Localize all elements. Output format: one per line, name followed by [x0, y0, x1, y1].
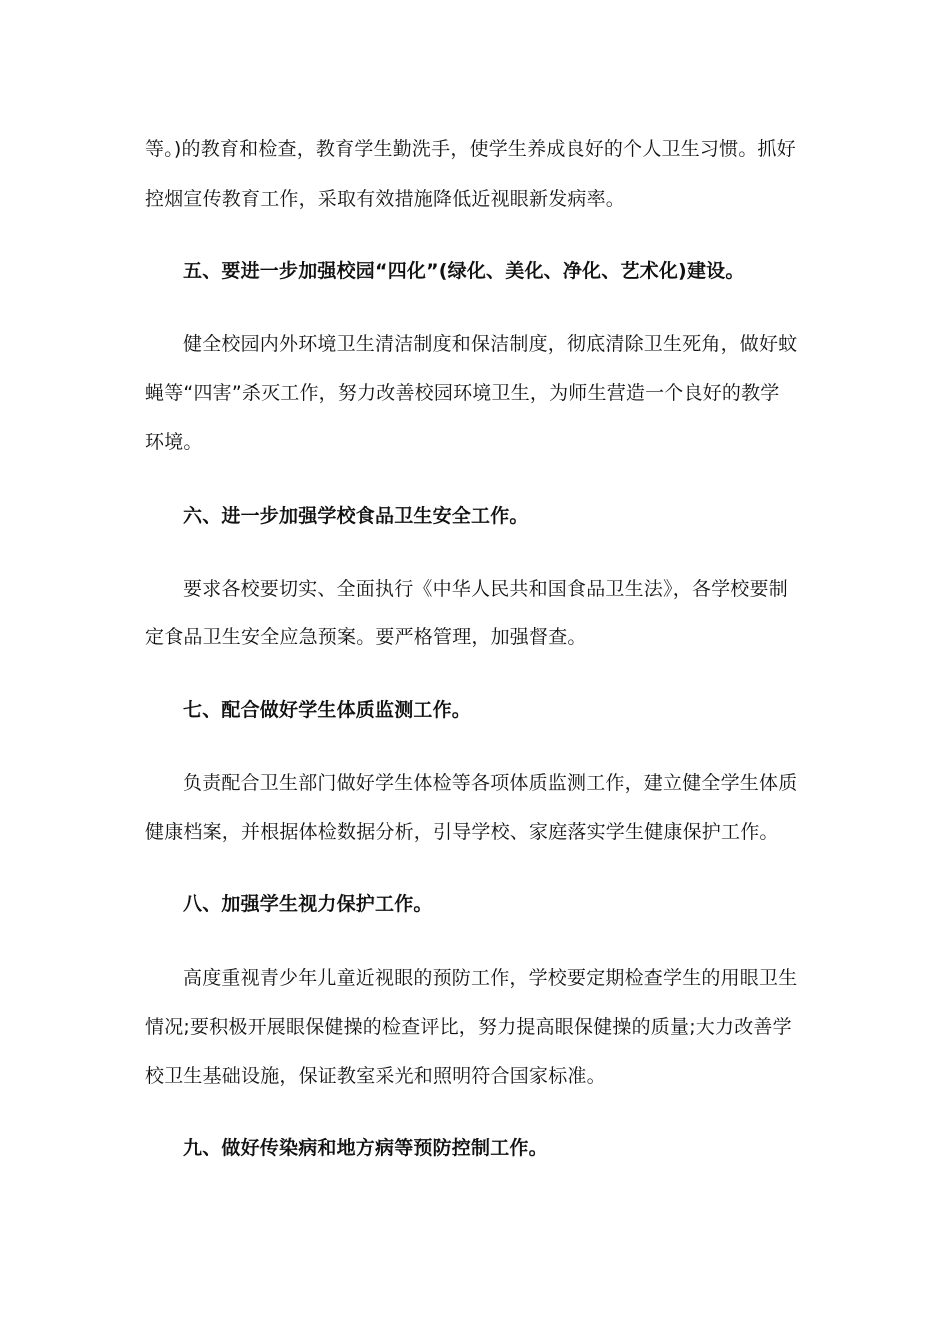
paragraph-line: 定食品卫生安全应急预案。要严格管理，加强督查。 — [145, 626, 587, 648]
paragraph-line: 要求各校要切实、全面执行《中华人民共和国食品卫生法》，各学校要制 — [183, 578, 788, 600]
section-heading-5: 五、要进一步加强校园“四化”(绿化、美化、净化、艺术化)建设。 — [183, 260, 745, 282]
paragraph-line: 控烟宣传教育工作，采取有效措施降低近视眼新发病率。 — [145, 188, 626, 210]
paragraph-line: 蝇等“四害”杀灭工作，努力改善校园环境卫生，为师生营造一个良好的教学 — [145, 382, 780, 404]
section-heading-7: 七、配合做好学生体质监测工作。 — [183, 699, 472, 721]
paragraph-line: 情况;要积极开展眼保健操的检查评比，努力提高眼保健操的质量;大力改善学 — [145, 1016, 792, 1038]
paragraph-line: 校卫生基础设施，保证教室采光和照明符合国家标准。 — [145, 1065, 606, 1087]
paragraph-line: 环境。 — [145, 431, 203, 453]
paragraph-line: 高度重视青少年儿童近视眼的预防工作，学校要定期检查学生的用眼卫生 — [183, 967, 798, 989]
section-heading-8: 八、加强学生视力保护工作。 — [183, 893, 433, 915]
section-heading-6: 六、进一步加强学校食品卫生安全工作。 — [183, 505, 529, 527]
paragraph-line: 健康档案，并根据体检数据分析，引导学校、家庭落实学生健康保护工作。 — [145, 821, 779, 843]
paragraph-line: 负责配合卫生部门做好学生体检等各项体质监测工作，建立健全学生体质 — [183, 772, 798, 794]
paragraph-line: 健全校园内外环境卫生清洁制度和保洁制度，彻底清除卫生死角，做好蚊 — [183, 333, 798, 355]
paragraph-line: 等。)的教育和检查，教育学生勤洗手，使学生养成良好的个人卫生习惯。抓好 — [145, 138, 796, 160]
section-heading-9: 九、做好传染病和地方病等预防控制工作。 — [183, 1137, 548, 1159]
